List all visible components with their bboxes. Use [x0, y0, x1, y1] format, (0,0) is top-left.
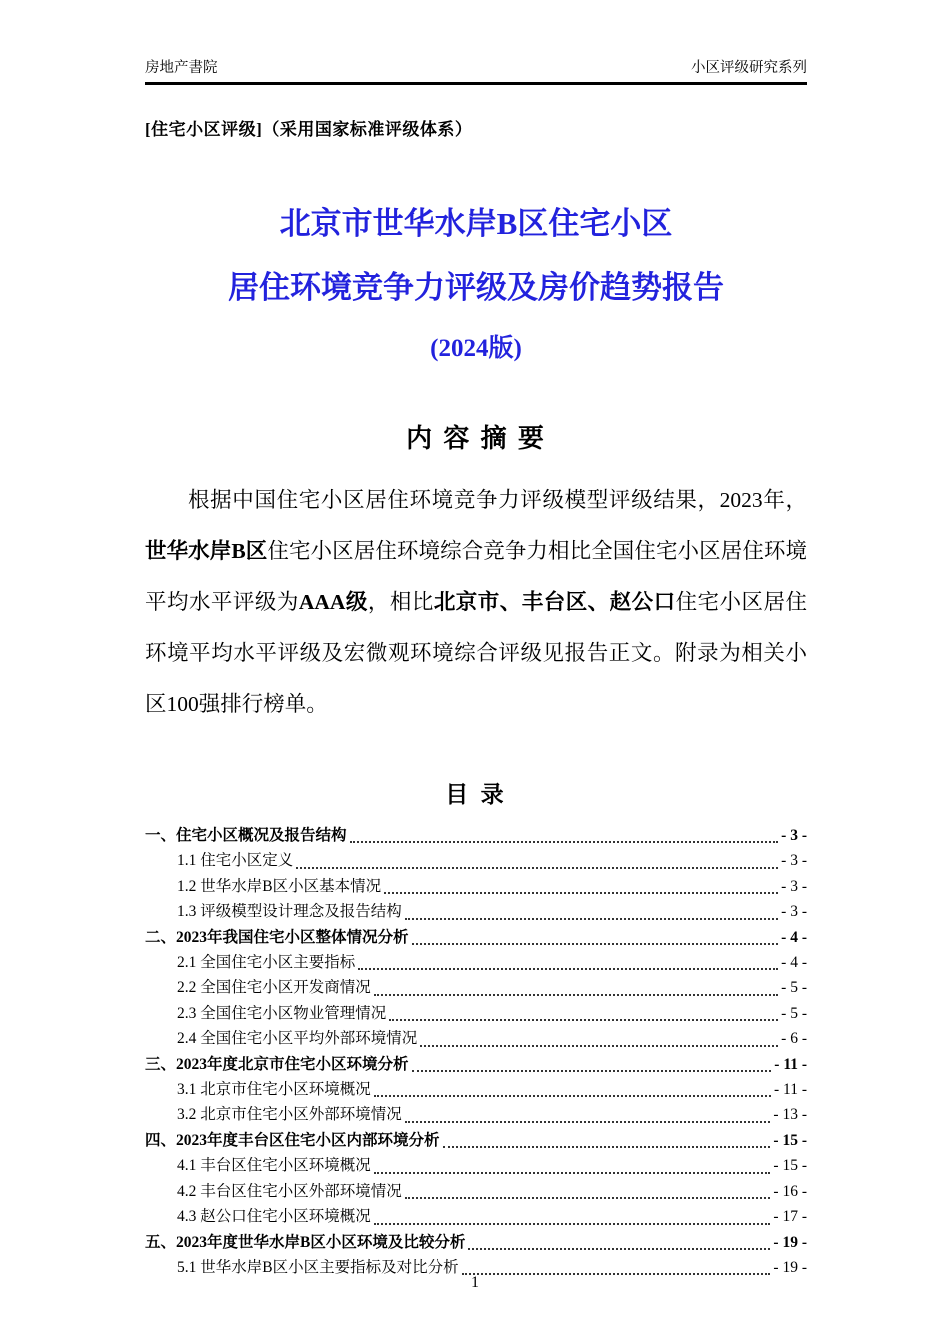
toc-leader-dots	[350, 841, 779, 843]
toc-item-page: - 3 -	[781, 852, 807, 870]
toc-item[interactable]	[145, 1230, 807, 1255]
toc-item-page: - 17 -	[773, 1208, 807, 1226]
toc-item[interactable]	[145, 1052, 807, 1077]
toc-leader-dots	[358, 968, 778, 970]
toc-item[interactable]	[145, 925, 807, 950]
toc-item-page: - 5 -	[781, 979, 807, 997]
toc-item-label: 2.2 全国住宅小区开发商情况	[177, 979, 371, 997]
toc-item[interactable]	[145, 1001, 807, 1026]
toc-item-label: 3.2 北京市住宅小区外部环境情况	[177, 1106, 402, 1124]
toc-item[interactable]	[145, 1077, 807, 1102]
toc-item[interactable]	[145, 848, 807, 873]
toc-leader-dots	[468, 1248, 770, 1250]
toc-item-page: - 16 -	[773, 1182, 807, 1200]
report-title-line1: 北京市世华水岸B区住宅小区	[279, 206, 673, 241]
toc-leader-dots	[405, 1121, 771, 1123]
toc-item-label: 4.1 丰台区住宅小区环境概况	[177, 1157, 371, 1175]
toc-item[interactable]	[145, 975, 807, 1000]
summary-heading: 内 容 摘 要	[406, 423, 546, 453]
toc-item-page: - 6 -	[781, 1030, 807, 1048]
toc-item-label: 5.1 世华水岸B区小区主要指标及对比分析	[177, 1258, 459, 1276]
toc-item-page: - 3 -	[781, 827, 807, 844]
toc-item-label: 1.3 评级模型设计理念及报告结构	[177, 903, 402, 921]
toc-leader-dots	[412, 1070, 772, 1072]
report-title-line2: 居住环境竞争力评级及房价趋势报告	[228, 270, 724, 305]
toc-item[interactable]	[145, 823, 807, 848]
toc-leader-dots	[405, 918, 778, 920]
toc-item-page: - 3 -	[781, 877, 807, 895]
toc-item[interactable]	[145, 874, 807, 899]
title-block	[145, 192, 807, 372]
toc-item-label: 五、2023年度世华水岸B区小区环境及比较分析	[145, 1233, 466, 1251]
toc-item[interactable]	[145, 1026, 807, 1051]
toc-item-page: - 3 -	[781, 903, 807, 921]
summary-segment-bold: 北京市、丰台区、赵公口	[433, 590, 676, 614]
report-edition: (2024版)	[430, 335, 522, 362]
toc-item[interactable]	[145, 1153, 807, 1178]
toc-leader-dots	[296, 867, 778, 869]
toc-leader-dots	[384, 892, 778, 894]
toc-item-page: - 15 -	[773, 1157, 807, 1175]
toc-item-page: - 15 -	[773, 1131, 807, 1149]
summary-segment: 住宅小区居住环境综合竞争力相比全国住宅小区居住环境平均水平评级为	[145, 539, 807, 614]
toc-leader-dots	[405, 1197, 771, 1199]
summary-paragraph	[145, 475, 807, 730]
toc-item-label: 2.1 全国住宅小区主要指标	[177, 954, 356, 972]
toc-item-page: - 19 -	[773, 1258, 807, 1276]
report-series-label: [住宅小区评级]（采用国家标准评级体系）	[145, 120, 473, 139]
toc-item-label: 4.3 赵公口住宅小区环境概况	[177, 1208, 371, 1226]
document-header	[145, 56, 807, 82]
summary-segment: 住宅小区居住环境平均水平评级及宏微观环境综合评级见报告正文。附录为相关小区100强排行榜单。	[145, 590, 807, 716]
page-footer	[0, 1274, 950, 1292]
toc-item[interactable]	[145, 1204, 807, 1229]
toc-item-page: - 13 -	[773, 1106, 807, 1124]
toc-item-label: 1.2 世华水岸B区小区基本情况	[177, 877, 382, 895]
toc-item[interactable]	[145, 1102, 807, 1127]
toc-item-label: 四、2023年度丰台区住宅小区内部环境分析	[145, 1131, 440, 1149]
toc-item[interactable]	[145, 950, 807, 975]
summary-segment-bold: 世华水岸B区	[145, 539, 268, 563]
header-left-label: 房地产書院	[145, 60, 218, 76]
summary-segment: ，相比	[367, 590, 434, 614]
toc-item-label: 三、2023年度北京市住宅小区环境分析	[145, 1055, 409, 1073]
toc-item-page: - 4 -	[781, 928, 807, 946]
summary-segment: 根据中国住宅小区居住环境竞争力评级模型评级结果，2023年，	[188, 488, 807, 512]
toc-item-label: 4.2 丰台区住宅小区外部环境情况	[177, 1182, 402, 1200]
toc-item-page: - 19 -	[773, 1233, 807, 1251]
toc-item-label: 3.1 北京市住宅小区环境概况	[177, 1081, 371, 1099]
toc-leader-dots	[374, 1095, 771, 1097]
toc-item-label: 1.1 住宅小区定义	[177, 852, 294, 870]
toc-item-label: 二、2023年我国住宅小区整体情况分析	[145, 928, 409, 946]
toc-item[interactable]	[145, 1128, 807, 1153]
header-divider	[145, 82, 807, 85]
toc-leader-dots	[389, 1019, 778, 1021]
toc-leader-dots	[412, 943, 779, 945]
toc-item[interactable]	[145, 1179, 807, 1204]
toc-leader-dots	[374, 994, 778, 996]
toc-item-label: 一、住宅小区概况及报告结构	[145, 827, 347, 844]
toc-leader-dots	[374, 1172, 771, 1174]
toc-leader-dots	[443, 1146, 771, 1148]
page-number: 1	[471, 1274, 479, 1291]
toc-item-page: - 4 -	[781, 954, 807, 972]
toc-item-page: - 11 -	[774, 1055, 807, 1073]
toc-leader-dots	[374, 1223, 771, 1225]
toc-item-page: - 11 -	[774, 1081, 807, 1099]
summary-segment-bold: AAA级	[298, 590, 368, 614]
toc-item-page: - 5 -	[781, 1004, 807, 1022]
toc-list	[145, 823, 807, 1280]
header-right-label: 小区评级研究系列	[691, 60, 807, 76]
toc-leader-dots	[420, 1045, 778, 1047]
toc-item-label: 2.3 全国住宅小区物业管理情况	[177, 1004, 387, 1022]
toc-item[interactable]	[145, 899, 807, 924]
toc-heading: 目 录	[445, 781, 507, 807]
toc-item-label: 2.4 全国住宅小区平均外部环境情况	[177, 1030, 418, 1048]
